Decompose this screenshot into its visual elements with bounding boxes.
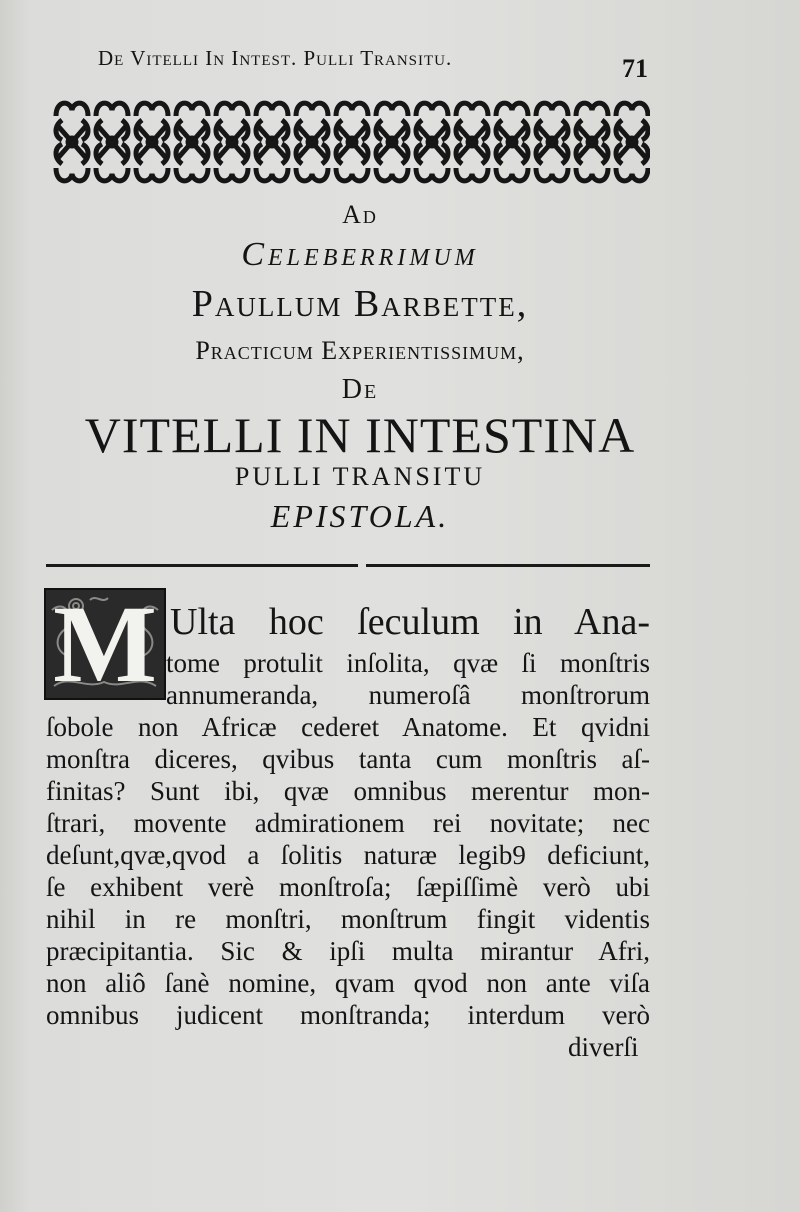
title-de: De <box>341 374 379 405</box>
initial-letter: M <box>53 588 157 700</box>
title-pulli: PULLI TRANSITU <box>234 462 486 491</box>
title-celeberrimum: Celeberrimum <box>241 236 479 273</box>
body-line: nihil in re monſtri, monſtrum fingit videntis <box>46 904 650 934</box>
title-dedicatee-name: Paullum Barbette, <box>191 283 529 325</box>
scroll-unit <box>136 103 168 181</box>
divider-rule-right <box>366 564 650 567</box>
body-first-line: Ulta hoc ſeculum in Ana- <box>170 601 650 643</box>
scroll-unit <box>256 103 288 181</box>
body-line: non aliô ſanè nomine, qvam qvod non ante viſa <box>46 968 650 998</box>
title-epistola: EPISTOLA. <box>270 498 450 534</box>
scroll-unit <box>376 103 408 181</box>
scroll-unit <box>576 103 608 181</box>
scroll-unit <box>616 103 648 181</box>
decorated-initial-icon <box>44 588 166 700</box>
title-practicum: Practicum Experientissimum, <box>195 336 525 365</box>
divider-rule-left <box>46 564 358 567</box>
scroll-unit <box>496 103 528 181</box>
title-main: VITELLI IN INTESTINA <box>84 407 636 463</box>
scrollwork-headpiece-icon <box>48 96 650 188</box>
page-number: 71 <box>622 54 648 83</box>
body-line: monſtra diceres, qvibus tanta cum monſtris aſ- <box>46 744 650 774</box>
catchword: diverſi <box>568 1032 639 1062</box>
body-line: deſunt,qvæ,qvod a ſolitis naturæ legib9 deficiunt, <box>46 840 650 870</box>
body-line: præcipitantia. Sic & ipſi multa mirantur Afri, <box>46 936 650 966</box>
body-line: omnibus judicent monſtranda; interdum verò <box>46 1000 650 1030</box>
scroll-unit <box>456 103 488 181</box>
body-indent-line: annumeranda, numeroſâ monſtrorum <box>166 680 650 710</box>
scroll-unit <box>216 103 248 181</box>
scroll-unit <box>56 103 88 181</box>
running-head: De Vitelli In Intest. Pulli Transitu. <box>98 46 453 70</box>
scroll-unit <box>176 103 208 181</box>
body-indent-line: tome protulit inſolita, qvæ ſi monſtris <box>166 648 650 678</box>
body-line: ſe exhibent verè monſtroſa; ſæpiſſimè verò ubi <box>46 872 650 902</box>
body-line: finitas? Sunt ibi, qvæ omnibus merentur mon- <box>46 776 650 806</box>
scroll-unit <box>296 103 328 181</box>
scroll-unit <box>536 103 568 181</box>
title-ad: Ad <box>342 200 378 229</box>
scroll-unit <box>336 103 368 181</box>
body-line: ſtrari, movente admirationem rei novitate; nec <box>46 808 650 838</box>
body-line: ſobole non Africæ cederet Anatome. Et qvidni <box>46 712 650 742</box>
scroll-unit <box>96 103 128 181</box>
scroll-unit <box>416 103 448 181</box>
